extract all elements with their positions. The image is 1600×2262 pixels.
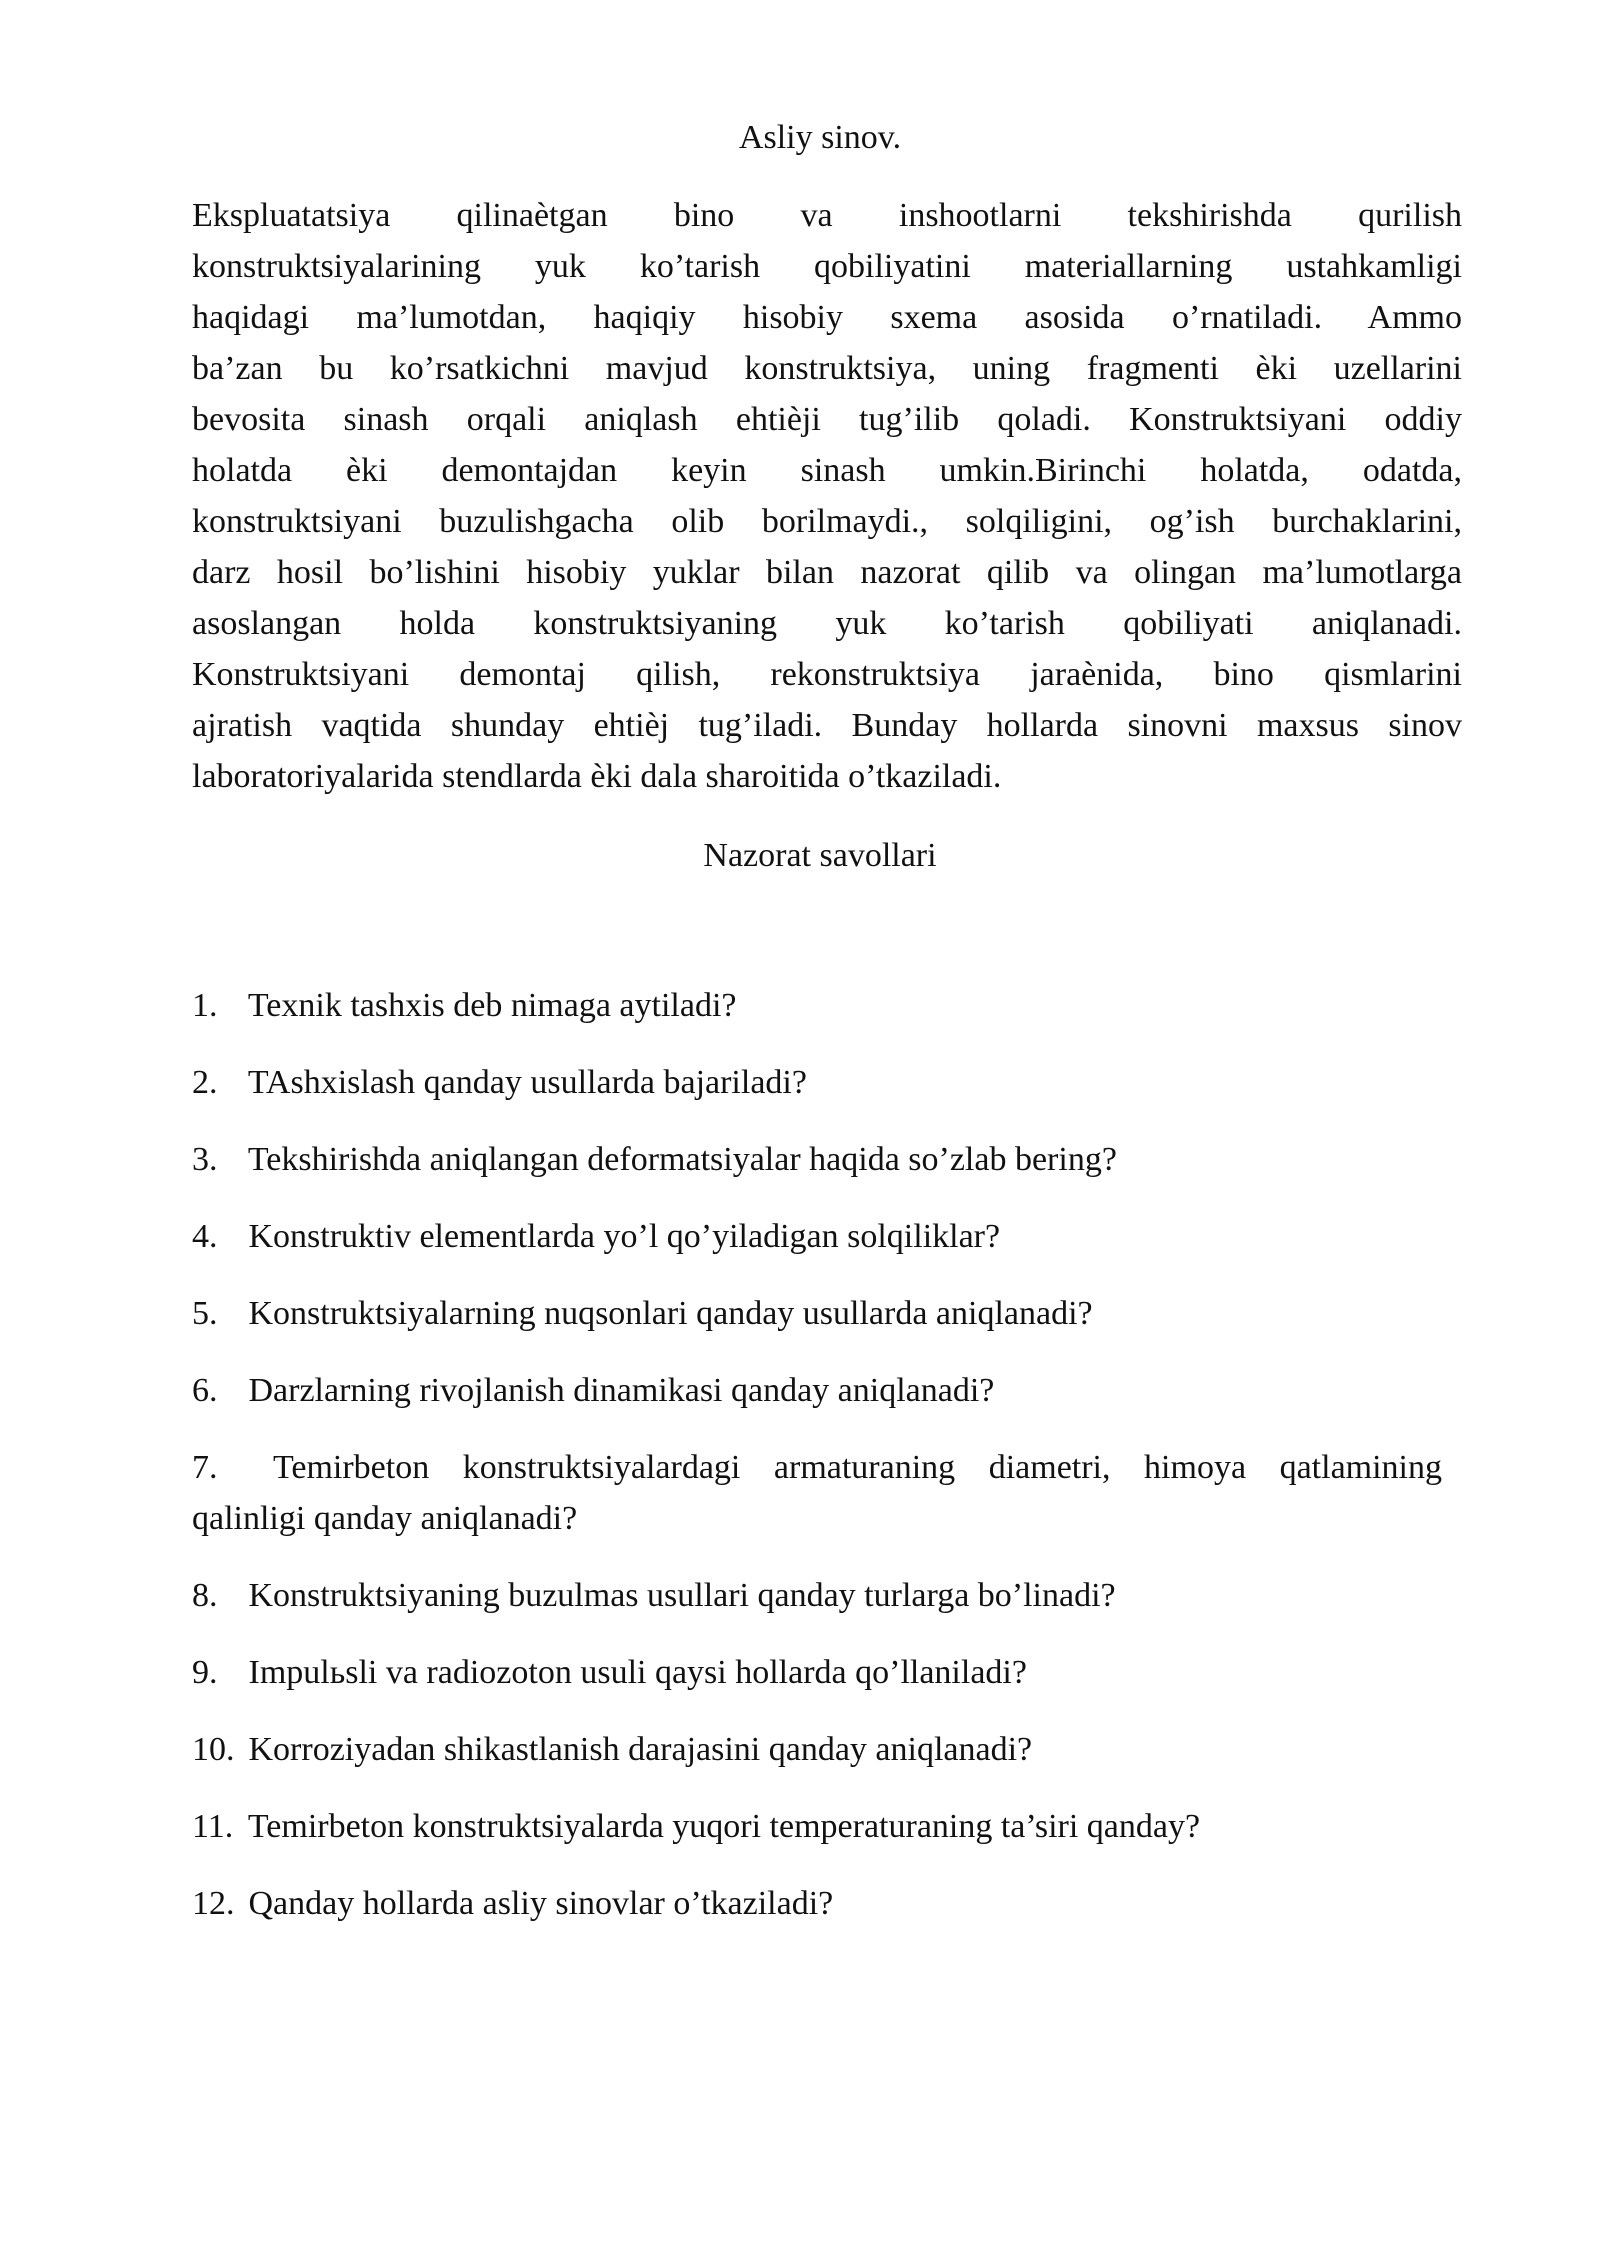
paragraph-line: asoslangan holda konstruktsiyaning yuk ko’tarish qobiliyati aniqlanadi. [192,605,1462,642]
paragraph-line: Konstruktsiyani demontaj qilish, rekonstruktsiya jaraѐnida, bino qismlarini [192,656,1462,693]
question-line [192,1442,1442,1493]
question-number: 12. [192,1885,235,1922]
question-number: 5. [192,1295,218,1332]
question-item [192,980,1442,1031]
question-item [192,1801,1442,1852]
question-number: 7. [192,1449,218,1486]
question-item [192,1647,1442,1698]
question-text: Konstruktsiyalarning nuqsonlari qanday usullarda aniqlanadi? [248,1295,1093,1332]
paragraph-line: laboratoriyalarida stendlarda ѐki dala sharoitida o’tkaziladi. [192,758,1002,795]
question-text: Impulьsli va radiozoton usuli qaysi hollarda qo’llaniladi? [248,1654,1027,1691]
paragraph-line: konstruktsiyalarining yuk ko’tarish qobiliyatini materiallarning ustahkamligi [192,248,1462,285]
paragraph-line: Ekspluatatsiya qilinaѐtgan bino va inshootlarni tekshirishda qurilish [192,197,1462,234]
page-title: Asliy sinov. [738,119,902,156]
question-item [192,1365,1442,1416]
question-text: TAshxislash qanday usullarda bajariladi? [247,1064,807,1101]
question-number: 4. [192,1218,218,1255]
paragraph-line: ajratish vaqtida shunday ehtiѐj tug’iladi. Bunday hollarda sinovni maxsus sinov [192,707,1462,744]
paragraph-line: haqidagi ma’lumotdan, haqiqiy hisobiy sxema asosida o’rnatiladi. Ammo [192,299,1462,336]
question-text: Temirbeton konstruktsiyalarda yuqori temperaturaning ta’siri qanday? [247,1808,1201,1845]
question-number: 2. [192,1064,218,1101]
question-number: 11. [192,1808,234,1845]
question-text: Korroziyadan shikastlanish darajasini qanday aniqlanadi? [248,1731,1033,1768]
question-text-continuation: qalinligi qanday aniqlanadi? [192,1500,578,1537]
question-item [192,1288,1442,1339]
question-number: 1. [192,987,218,1024]
question-number: 9. [192,1654,218,1691]
question-item [192,1134,1442,1185]
question-item [192,1570,1442,1621]
paragraph-line: holatda ѐki demontajdan keyin sinash umkin.Birinchi holatda, odatda, [192,452,1462,489]
paragraph-line: darz hosil bo’lishini hisobiy yuklar bilan nazorat qilib va olingan ma’lumotlarga [192,554,1462,591]
section-heading: Nazorat savollari [703,837,937,874]
question-number: 3. [192,1141,218,1178]
question-text: Tekshirishda aniqlangan deformatsiyalar haqida so’zlab bering? [247,1141,1117,1178]
question-text: Temirbeton konstruktsiyalardagi armaturaning diametri, himoya qatlamining [272,1449,1443,1486]
question-number: 10. [192,1731,235,1768]
question-item [192,1211,1442,1262]
question-text: Konstruktiv elementlarda yo’l qo’yiladigan solqiliklar? [248,1218,1001,1255]
question-text: Qanday hollarda asliy sinovlar o’tkaziladi? [248,1885,834,1922]
questions-list [192,980,1442,1955]
body-paragraph [192,190,1462,802]
paragraph-line: konstruktsiyani buzulishgacha olib borilmaydi., solqiligini, og’ish burchaklarini, [192,503,1462,540]
paragraph-line: ba’zan bu ko’rsatkichni mavjud konstruktsiya, uning fragmenti ѐki uzellarini [192,350,1462,387]
question-text: Konstruktsiyaning buzulmas usullari qanday turlarga bo’linadi? [248,1577,1116,1614]
question-number: 6. [192,1372,218,1409]
paragraph-line: bevosita sinash orqali aniqlash ehtiѐji tug’ilib qoladi. Konstruktsiyani oddiy [192,401,1462,438]
question-item [192,1057,1442,1108]
question-item [192,1442,1442,1544]
question-text: Darzlarning rivojlanish dinamikasi qanday aniqlanadi? [248,1372,995,1409]
question-item [192,1878,1442,1929]
question-number: 8. [192,1577,218,1614]
question-text: Texnik tashxis deb nimaga aytiladi? [247,987,737,1024]
question-item [192,1724,1442,1775]
